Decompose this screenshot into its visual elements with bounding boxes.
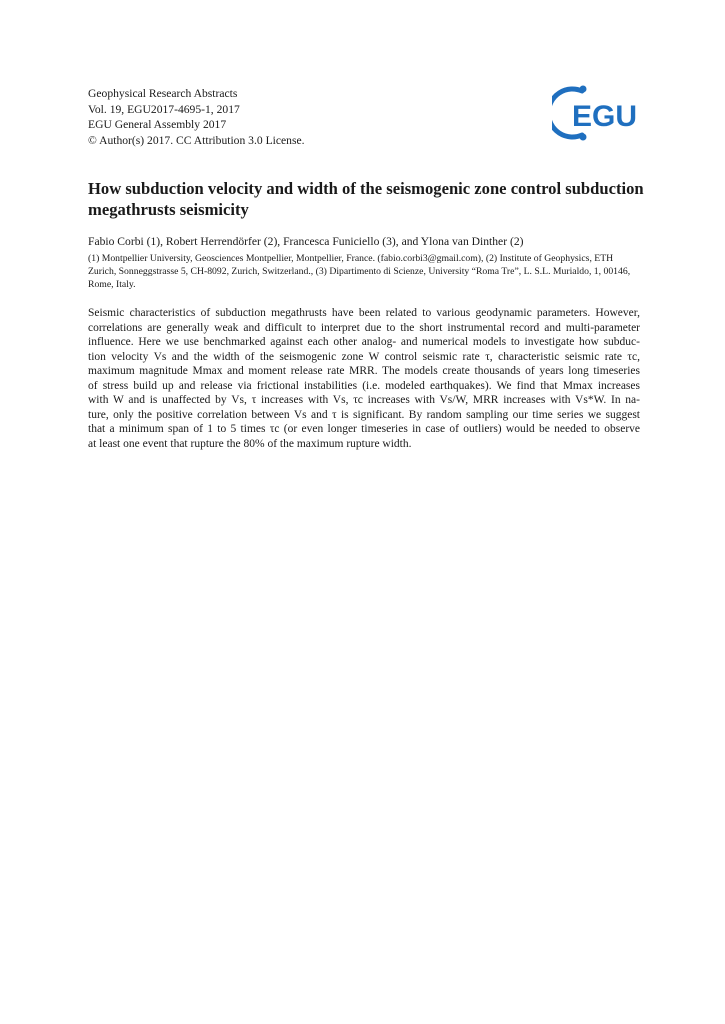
egu-logo (552, 83, 646, 143)
abstract-line: influence. Here we use benchmarked against each other analog- and numerical models to investigate how subduc- (88, 336, 640, 348)
affiliations: (1) Montpellier University, Geosciences Montpellier, Montpellier, France. (fabio.corbi3@gmail.com), (2) Institute of Geophysics, ETH Zurich, Sonneggstrasse 5, CH-8092, Zurich, Switzerland., (3) Dipartimento di Scienze, University “Roma Tre”, L. S.L. Murialdo, 1, 00146, Rome, Italy. (88, 253, 631, 290)
abstract-line: ture, only the positive correlation between Vs and τ is significant. By random sampling our time series we suggest (88, 408, 640, 421)
abstract-body (88, 306, 640, 451)
journal-header (88, 86, 305, 148)
license-line: © Author(s) 2017. CC Attribution 3.0 License. (88, 133, 305, 147)
abstract-line: that a minimum span of 1 to 5 times τc (or even longer timeseries in case of outliers) would be needed to observe (88, 423, 640, 435)
conference-name: EGU General Assembly 2017 (88, 118, 227, 132)
abstract-line: tion velocity Vs and the width of the seismogenic zone W control seismic rate τ, characteristic seismic rate τc, (88, 350, 640, 363)
author-list: Fabio Corbi (1), Robert Herrendörfer (2), Francesca Funiciello (3), and Ylona van Dinther (2) (88, 235, 524, 248)
journal-name: Geophysical Research Abstracts (88, 87, 238, 100)
egu-logo-text: EGU (572, 100, 638, 133)
abstract-line: Seismic characteristics of subduction megathrusts have been related to various geodynamic parameters. However, (88, 307, 640, 319)
abstract-line: correlations are generally weak and difficult to interpret due to the short instrumental record and multi-parameter (88, 321, 640, 334)
abstract-line: at least one event that rupture the 80% of the maximum rupture width. (88, 437, 412, 450)
abstract-line: of stress build up and release via frictional instabilities (i.e. modeled earthquakes). We find that Mmax increases (88, 379, 640, 392)
abstract-line: with W and is unaffected by Vs, τ increases with Vs, τc increases with Vs/W, MRR increases with Vs*W. In na- (88, 394, 640, 406)
paper-title: How subduction velocity and width of the seismogenic zone control subduction megathrusts seismicity (88, 179, 644, 219)
egu-logo-dot-bottom (580, 134, 587, 141)
egu-logo-dot-top (580, 86, 587, 93)
volume-info: Vol. 19, EGU2017-4695-1, 2017 (88, 102, 240, 116)
abstract-line: maximum magnitude Mmax and moment release rate MRR. The models create thousands of years long timeseries (88, 365, 640, 377)
